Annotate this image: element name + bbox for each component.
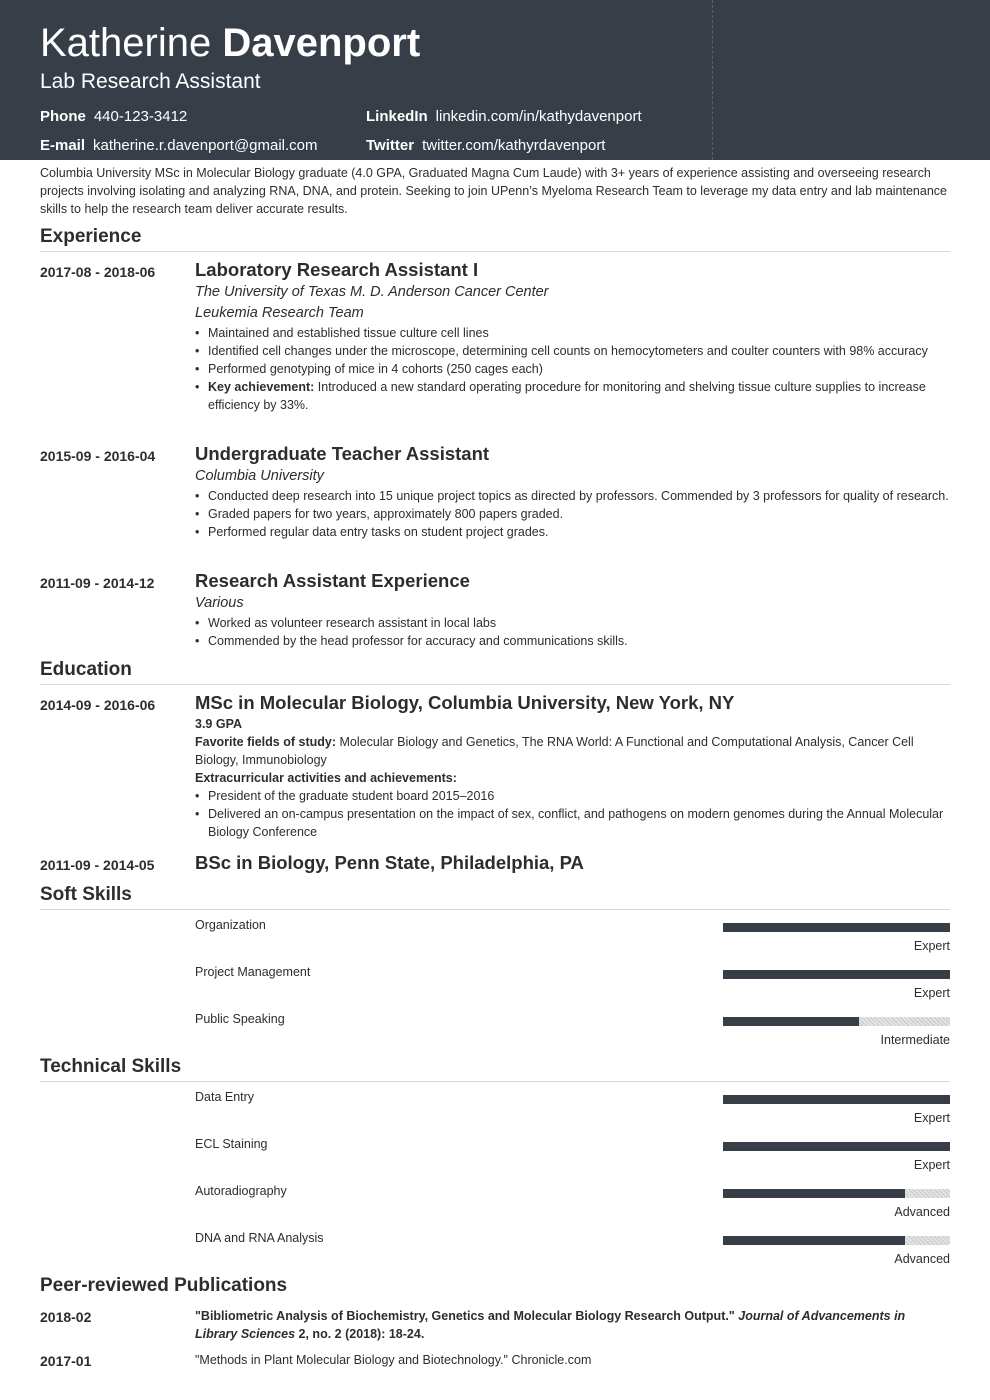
list-item: • Maintained and established tissue culture cell lines [195,324,950,342]
skill-level-bar [723,1236,950,1245]
job-title: Lab Research Assistant [40,70,261,93]
skill-level-fill [723,923,950,932]
experience-2-dates: 2015-09 - 2016-04 [40,448,156,464]
education-2-title: BSc in Biology, Penn State, Philadelphia, PA [195,852,584,873]
education-heading: Education [40,659,950,685]
experience-1-bullets [195,324,950,414]
education-1-extracurricular-label: Extracurricular activities and achievements: [195,771,457,785]
skill-level-bar [723,1095,950,1104]
publication-2-date: 2017-01 [40,1353,92,1369]
publication-1-details: 2, no. 2 (2018): 18-24. [295,1327,425,1341]
experience-3 [195,569,950,650]
list-item: • Identified cell changes under the microscope, determining cell counts on hemocytometers and coulter counters with 98% accuracy [195,342,950,360]
phone-label: Phone [40,108,86,125]
publication-1-journal: Journal of Advancements in Library Sciences [195,1309,906,1341]
skill-name: Project Management [195,965,311,979]
skill-name: Data Entry [195,1090,255,1104]
skill-level-label: Expert [913,986,950,1000]
education-1-dates: 2014-09 - 2016-06 [40,697,156,713]
publications-heading: Peer-reviewed Publications [40,1275,288,1296]
skill-level-label: Expert [913,1158,950,1172]
skill-level-fill [723,1095,950,1104]
key-achievement-label: Key achievement: [208,380,315,394]
list-item: • Performed genotyping of mice in 4 cohorts (250 cages each) [195,360,950,378]
experience-3-org: Various [195,595,244,611]
skill-level-fill [723,1236,905,1245]
experience-1-org: The University of Texas M. D. Anderson Cancer Center [195,284,549,300]
contact-email [40,137,318,155]
education-1 [195,691,950,841]
last-name: Davenport [222,21,421,65]
skill-level-label: Expert [913,1111,950,1125]
contact-twitter [366,137,605,155]
skill-level-bar [723,923,950,932]
summary-text: Columbia University MSc in Molecular Biology graduate (4.0 GPA, Graduated Magna Cum Laude) with 3+ years of experience assisting and overseeing research projects involving isolating and analyzing RNA, DNA, and protein. Seeking to join UPenn’s Myeloma Research Team to leverage my data entry and lab maintenance skills to help the research team deliver accurate results. [40,166,947,216]
skill-level-fill [723,970,950,979]
education-2 [195,851,950,875]
twitter-link[interactable]: twitter.com/kathyrdavenport [422,137,606,154]
skill-level-label: Expert [913,939,950,953]
phone-value: 440-123-3412 [93,108,188,125]
publication-1-date: 2018-02 [40,1309,92,1325]
experience-2-org: Columbia University [195,468,324,484]
list-item: • Commended by the head professor for accuracy and communications skills. [195,632,950,650]
experience-1 [195,258,950,414]
contact-phone [40,108,187,126]
experience-2-title: Undergraduate Teacher Assistant [195,443,490,464]
skill-level-bar [723,970,950,979]
education-2-dates: 2011-09 - 2014-05 [40,857,155,873]
experience-3-dates: 2011-09 - 2014-12 [40,575,155,591]
publication-2: "Methods in Plant Molecular Biology and Biotechnology." Chronicle.com [195,1353,592,1367]
experience-3-title: Research Assistant Experience [195,570,470,591]
skill-level-bar [723,1189,950,1198]
experience-1-team: Leukemia Research Team [195,305,364,321]
experience-3-bullets [195,614,950,650]
education-1-gpa: 3.9 GPA [195,717,243,731]
list-item: • Delivered an on-campus presentation on the impact of sex, conflict, and pathogens on modern genomes during the Annual Molecular Biology Conference [195,805,950,841]
skill-name: ECL Staining [195,1137,268,1151]
twitter-label: Twitter [366,137,415,154]
fields-label: Favorite fields of study: [195,735,336,749]
first-name: Katherine [40,21,212,65]
candidate-name [40,20,420,66]
skill-level-fill [723,1017,859,1026]
skill-level-fill [723,1142,950,1151]
experience-2 [195,442,950,541]
skill-level-fill [723,1189,905,1198]
list-item: • Conducted deep research into 15 unique project topics as directed by professors. Commended by 3 professors for quality of research. [195,487,950,505]
experience-2-bullets [195,487,950,541]
skill-level-label: Advanced [894,1252,950,1266]
experience-1-title: Laboratory Research Assistant I [195,259,479,280]
key-achievement-text: Introduced a new standard operating procedure for monitoring and shelving tissue culture supplies to increase efficiency by 33%. [208,380,926,412]
skill-name: Autoradiography [195,1184,287,1198]
list-item [195,378,950,414]
publication-1-title: "Bibliometric Analysis of Biochemistry, Genetics and Molecular Biology Research Output." [195,1309,735,1323]
technical-skills-heading: Technical Skills [40,1056,950,1082]
header-divider [712,0,713,160]
experience-heading: Experience [40,226,950,252]
list-item: • Graded papers for two years, approximately 800 papers graded. [195,505,950,523]
skill-level-bar [723,1017,950,1026]
education-1-title: MSc in Molecular Biology, Columbia University, New York, NY [195,692,735,713]
experience-1-dates: 2017-08 - 2018-06 [40,264,156,280]
resume-header [0,0,990,160]
email-link[interactable]: katherine.r.davenport@gmail.com [93,137,318,154]
skill-level-label: Intermediate [880,1033,950,1047]
fields-text: Molecular Biology and Genetics, The RNA World: A Functional and Computational Analysis, Cancer Cell Biology, Immunobiology [195,735,914,767]
skill-name: Public Speaking [195,1012,285,1026]
skill-name: Organization [195,918,266,932]
contact-linkedin [366,108,642,126]
linkedin-label: LinkedIn [366,108,428,125]
skill-level-bar [723,1142,950,1151]
education-1-fields [195,733,950,769]
education-1-bullets [195,787,950,841]
list-item: • Performed regular data entry tasks on student project grades. [195,523,950,541]
skill-level-label: Advanced [894,1205,950,1219]
list-item: • President of the graduate student board 2015–2016 [195,787,950,805]
list-item: • Worked as volunteer research assistant in local labs [195,614,950,632]
email-label: E-mail [40,137,86,154]
publication-1 [195,1307,950,1343]
soft-skills-heading: Soft Skills [40,884,950,910]
skill-name: DNA and RNA Analysis [195,1231,324,1245]
linkedin-link[interactable]: linkedin.com/in/kathydavenport [435,108,642,125]
